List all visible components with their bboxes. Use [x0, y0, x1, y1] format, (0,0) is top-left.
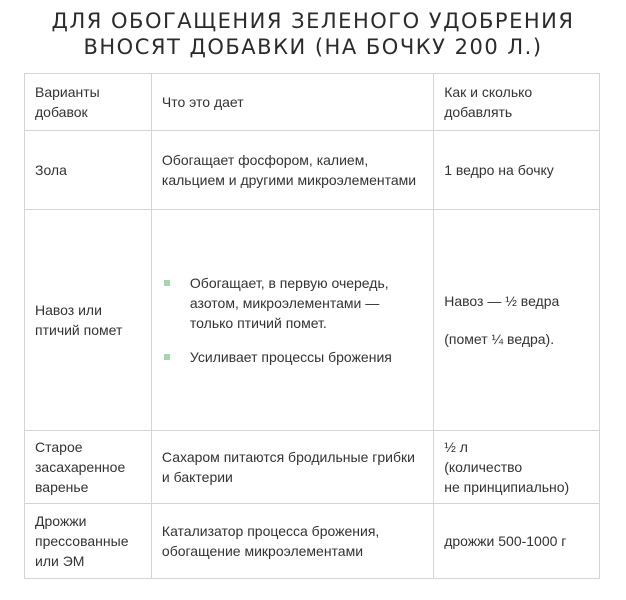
- page-title: [0, 8, 626, 60]
- amount-line: ½ л: [444, 439, 468, 455]
- additives-table: [24, 73, 600, 579]
- cell-variant: Навоз или птичий помет: [25, 210, 152, 431]
- cell-variant: Зола: [25, 131, 152, 210]
- table-row: [25, 504, 600, 579]
- table-header-row: [25, 74, 600, 131]
- amount-line: Навоз — ½ ведра: [444, 293, 560, 309]
- amount-line: (количество: [444, 459, 523, 475]
- table-row: [25, 210, 600, 431]
- header-effect: Что это дает: [151, 74, 433, 131]
- cell-effect: Сахаром питаются бродильные грибки и бактерии: [151, 431, 433, 504]
- header-amount: Как и сколько добавлять: [434, 74, 600, 131]
- cell-effect: Обогащает фосфором, калием, кальцием и другими микроэлементами: [151, 131, 433, 210]
- amount-line: (помет ¼ ведра).: [444, 331, 555, 347]
- title-line-1: ДЛЯ ОБОГАЩЕНИЯ ЗЕЛЕНОГО УДОБРЕНИЯ: [51, 9, 575, 33]
- list-item: Обогащает, в первую очередь, азотом, микроэлементами — только птичий помет.: [190, 273, 423, 333]
- cell-amount: [434, 431, 600, 504]
- cell-variant: Дрожжи прессованные или ЭМ: [25, 504, 152, 579]
- cell-variant: Старое засахаренное варенье: [25, 431, 152, 504]
- cell-amount: 1 ведро на бочку: [434, 131, 600, 210]
- cell-effect: [151, 210, 433, 431]
- effect-list: [162, 273, 423, 367]
- list-item: Усиливает процессы брожения: [190, 347, 423, 367]
- amount-line: не принципиально): [444, 479, 570, 495]
- title-line-2: ВНОСЯТ ДОБАВКИ (НА БОЧКУ 200 Л.): [83, 35, 543, 59]
- table-row: [25, 131, 600, 210]
- table-row: [25, 431, 600, 504]
- cell-effect: Катализатор процесса брожения, обогащение микроэлементами: [151, 504, 433, 579]
- header-variants: Варианты добавок: [25, 74, 152, 131]
- cell-amount: дрожжи 500-1000 г: [434, 504, 600, 579]
- cell-amount: [434, 210, 600, 431]
